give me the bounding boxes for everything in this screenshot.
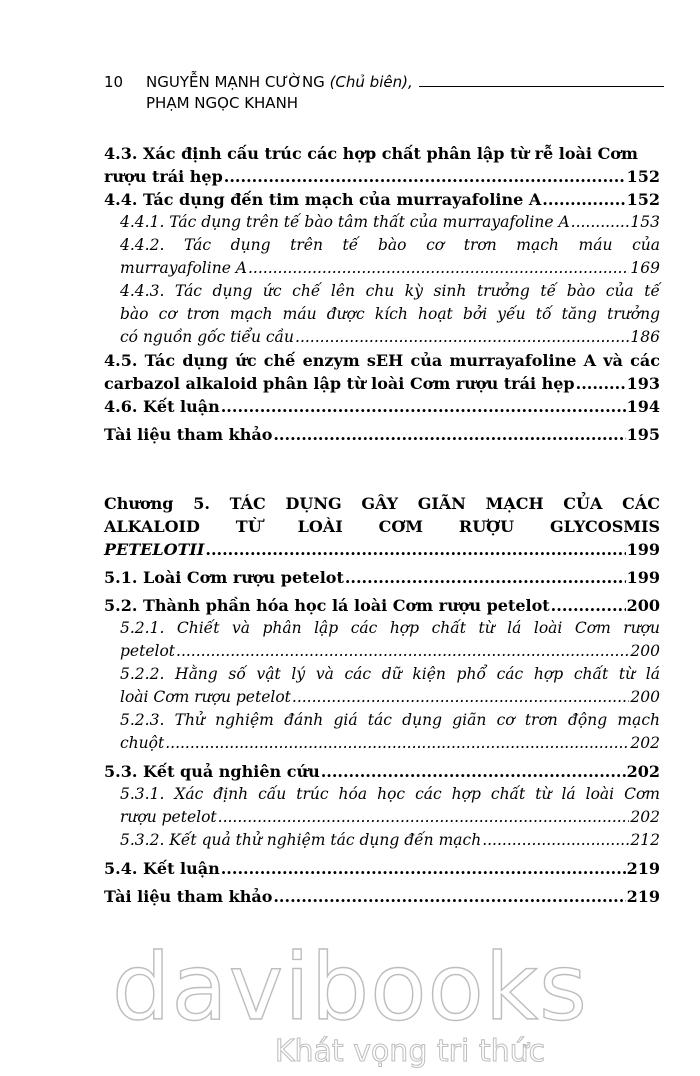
authors-line-2: PHẠM NGỌC KHANH — [146, 94, 299, 112]
header-rule — [419, 72, 664, 87]
table-of-contents — [104, 142, 660, 908]
toc-entry-5-2-1[interactable]: 5.2.1. Chiết và phân lập các hợp chất từ lá loài Cơm rượu petelot ..... 200 — [104, 617, 660, 663]
page-number: 10 — [104, 73, 124, 91]
toc-entry-4-4-3[interactable]: 4.4.3. Tác dụng ức chế lên chu kỳ sinh trưởng tế bào của tế bào cơ trơn mạch máu được kích hoạt bởi yếu tố tăng trưởng có nguồn gốc tiểu cầu ..... 186 — [104, 280, 660, 349]
authors-line-1: NGUYỄN MẠNH CƯỜNG (Chủ biên), — [146, 73, 413, 91]
running-header — [104, 72, 664, 114]
toc-entry-references-ch4[interactable]: Tài liệu tham khảo ..... 195 — [104, 423, 660, 446]
toc-entry-5-2-3[interactable]: 5.2.3. Thử nghiệm đánh giá tác dụng giãn cơ trơn động mạch chuột ..... 202 — [104, 709, 660, 755]
watermark-slogan: Khát vọng tri thức — [274, 1034, 546, 1069]
toc-entry-5-4[interactable]: 5.4. Kết luận ..... 219 — [104, 857, 660, 880]
toc-entry-5-3-1[interactable]: 5.3.1. Xác định cấu trúc hóa học các hợp chất từ lá loài Cơm rượu petelot ..... 202 — [104, 783, 660, 829]
toc-entry-4-3[interactable]: 4.3. Xác định cấu trúc các hợp chất phân lập từ rễ loài Cơm rượu trái hẹp ..... 152 — [104, 142, 660, 188]
toc-entry-5-2-2[interactable]: 5.2.2. Hằng số vật lý và các dữ kiện phổ các hợp chất từ lá loài Cơm rượu petelot ..... 200 — [104, 663, 660, 709]
toc-entry-chapter-5[interactable]: Chương 5. TÁC DỤNG GÂY GIÃN MẠCH CỦA CÁC ALKALOID TỪ LOÀI CƠM RƯỢU GLYCOSMIS PETELOTII ..... 199 — [104, 492, 660, 561]
toc-entry-5-2[interactable]: 5.2. Thành phần hóa học lá loài Cơm rượu petelot ..... 200 — [104, 594, 660, 617]
toc-entry-5-3[interactable]: 5.3. Kết quả nghiên cứu ..... 202 — [104, 760, 660, 783]
toc-entry-4-6[interactable]: 4.6. Kết luận ..... 194 — [104, 395, 660, 418]
toc-entry-4-4-2[interactable]: 4.4.2. Tác dụng trên tế bào cơ trơn mạch máu của murrayafoline A ..... 169 — [104, 234, 660, 280]
watermark-brand: davibooks — [112, 934, 588, 1041]
toc-entry-references-ch5[interactable]: Tài liệu tham khảo ..... 219 — [104, 885, 660, 908]
toc-entry-5-1[interactable]: 5.1. Loài Cơm rượu petelot ..... 199 — [104, 566, 660, 589]
toc-entry-4-5[interactable]: 4.5. Tác dụng ức chế enzym sEH của murrayafoline A và các carbazol alkaloid phân lập từ loài Cơm rượu trái hẹp ..... 193 — [104, 349, 660, 395]
toc-entry-4-4-1[interactable]: 4.4.1. Tác dụng trên tế bào tâm thất của murrayafoline A ..... 153 — [104, 211, 660, 234]
toc-entry-4-4[interactable]: 4.4. Tác dụng đến tim mạch của murrayafoline A ..... 152 — [104, 188, 660, 211]
toc-entry-5-3-2[interactable]: 5.3.2. Kết quả thử nghiệm tác dụng đến mạch ..... 212 — [104, 829, 660, 852]
